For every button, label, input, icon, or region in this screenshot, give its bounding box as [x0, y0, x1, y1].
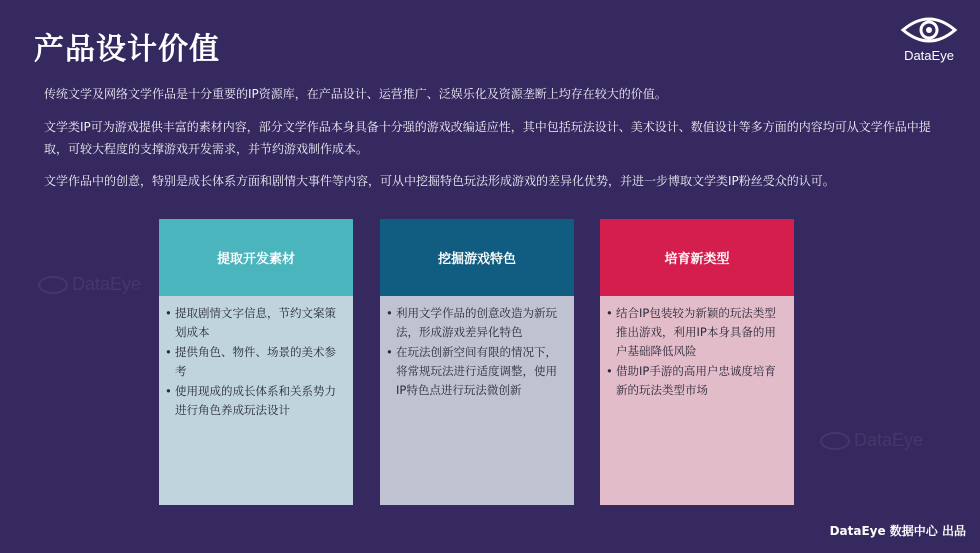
watermark-eye-icon — [38, 276, 68, 294]
card-header: 培育新类型 — [600, 219, 794, 296]
card-list — [165, 304, 345, 420]
watermark-eye-icon — [820, 432, 850, 450]
card-body — [380, 296, 574, 505]
card-list — [606, 304, 786, 400]
list-item: • 利用文学作品的创意改造为新玩法，形成游戏差异化特色 — [386, 304, 566, 342]
intro-paragraph-3: 文学作品中的创意，特别是成长体系方面和剧情大事件等内容，可从中挖掘特色玩法形成游戏的差异化优势，并进一步博取文学类IP粉丝受众的认可。 — [44, 174, 835, 188]
logo-text: DataEye — [904, 48, 954, 63]
intro-paragraph-1: 传统文学及网络文学作品是十分重要的IP资源库，在产品设计、运营推广、泛娱乐化及资源垄断上均存在较大的价值。 — [44, 87, 667, 101]
page-title: 产品设计价值 — [34, 32, 220, 67]
watermark-left — [38, 274, 141, 295]
card-header: 提取开发素材 — [159, 219, 353, 296]
list-item: • 提供角色、物件、场景的美术参考 — [165, 343, 345, 381]
watermark-right — [820, 430, 923, 451]
card-list — [386, 304, 566, 400]
card-header: 挖掘游戏特色 — [380, 219, 574, 296]
card-extract-materials — [159, 219, 353, 505]
list-item: • 借助IP手游的高用户忠诚度培育新的玩法类型市场 — [606, 362, 786, 400]
watermark-text: DataEye — [72, 274, 142, 294]
card-new-genres — [600, 219, 794, 505]
intro-paragraph-2: 文学类IP可为游戏提供丰富的素材内容，部分文学作品本身具备十分强的游戏改编适应性，其中包括玩法设计、美术设计、数值设计等多方面的内容均可从文学作品中提取，可较大程度的支撑游戏开发需求，并节约游戏制作成本。 — [44, 120, 931, 156]
card-body — [159, 296, 353, 505]
card-body — [600, 296, 794, 505]
eye-logo-icon — [900, 14, 958, 46]
list-item: • 提取剧情文字信息，节约文案策划成本 — [165, 304, 345, 342]
list-item: • 使用现成的成长体系和关系势力进行角色养成玩法设计 — [165, 382, 345, 420]
footer-credit: DataEye 数据中心 出品 — [829, 524, 966, 538]
list-item: • 结合IP包装较为新颖的玩法类型推出游戏，利用IP本身具备的用户基础降低风险 — [606, 304, 786, 361]
list-item: • 在玩法创新空间有限的情况下，将常规玩法进行适度调整，使用IP特色点进行玩法微创新 — [386, 343, 566, 400]
watermark-text: DataEye — [854, 430, 924, 450]
dataeye-logo — [894, 14, 964, 63]
card-game-features — [380, 219, 574, 505]
